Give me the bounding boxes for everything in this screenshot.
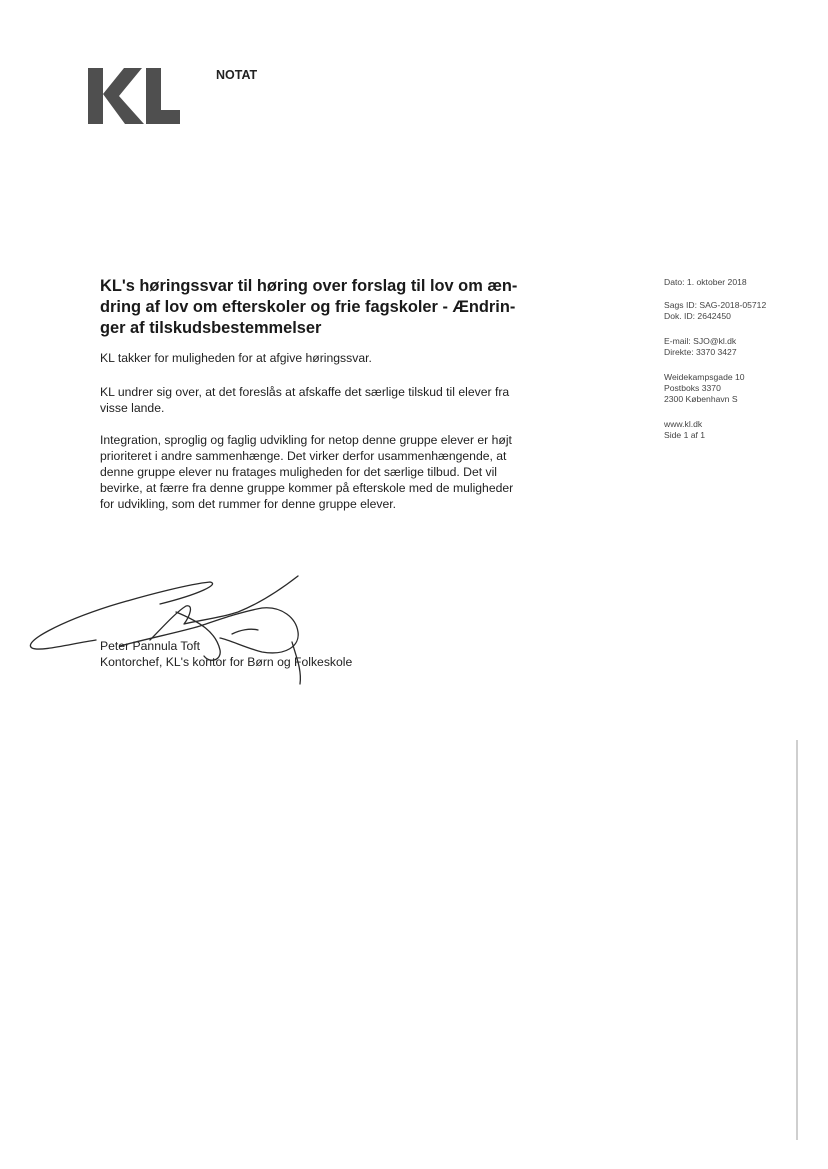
document-title [100, 276, 560, 339]
title-line: KL's høringssvar til høring over forslag til lov om æn- [100, 277, 518, 295]
text-line: KL takker for muligheden for at afgive høringssvar. [100, 351, 372, 365]
document-type: NOTAT [216, 68, 258, 82]
text-line: prioriteret i andre sammenhænge. Det virker derfor usammenhængende, at [100, 449, 507, 463]
date-value: Dato: 1. oktober 2018 [664, 277, 747, 287]
title-line: dring af lov om efterskoler og frie fagskoler - Ændrin- [100, 298, 516, 316]
address-line: Weidekampsgade 10 [664, 372, 745, 382]
text-line: bevirke, at færre fra denne gruppe kommer på efterskole med de muligheder [100, 481, 514, 495]
paragraph-integration [100, 432, 570, 512]
text-line: KL undrer sig over, at det foreslås at afskaffe det særlige tilskud til elever fra [100, 385, 510, 399]
meta-date [664, 277, 747, 288]
text-line: visse lande. [100, 401, 165, 415]
signature-block [100, 638, 352, 670]
title-line: ger af tilskudsbestemmelser [100, 319, 322, 337]
meta-address [664, 372, 745, 405]
page-number: Side 1 af 1 [664, 430, 706, 440]
text-line: denne gruppe elever nu fratages muligheden for det særlige tilbud. Det vil [100, 465, 498, 479]
paragraph-thanks [100, 350, 570, 366]
meta-web-page [664, 419, 705, 441]
email: E-mail: SJO@kl.dk [664, 336, 737, 346]
kl-logo [84, 64, 184, 126]
paragraph-objection [100, 384, 570, 416]
kl-logo-mark [84, 64, 184, 126]
meta-ids [664, 300, 766, 322]
direct-phone: Direkte: 3370 3427 [664, 347, 737, 357]
address-line: 2300 København S [664, 394, 738, 404]
signer-title: Kontorchef, KL's kontor for Børn og Folkeskole [100, 655, 353, 669]
dok-id: Dok. ID: 2642450 [664, 311, 731, 321]
sags-id: Sags ID: SAG-2018-05712 [664, 300, 767, 310]
text-line: for udvikling, som det rummer for denne gruppe elever. [100, 497, 397, 511]
website: www.kl.dk [664, 419, 703, 429]
meta-contact [664, 336, 737, 358]
handwritten-signature [0, 560, 828, 710]
scan-edge-line [796, 740, 798, 1140]
signer-name: Peter Pannula Toft [100, 639, 201, 653]
address-line: Postboks 3370 [664, 383, 721, 393]
text-line: Integration, sproglig og faglig udvikling for netop denne gruppe elever er højt [100, 433, 512, 447]
